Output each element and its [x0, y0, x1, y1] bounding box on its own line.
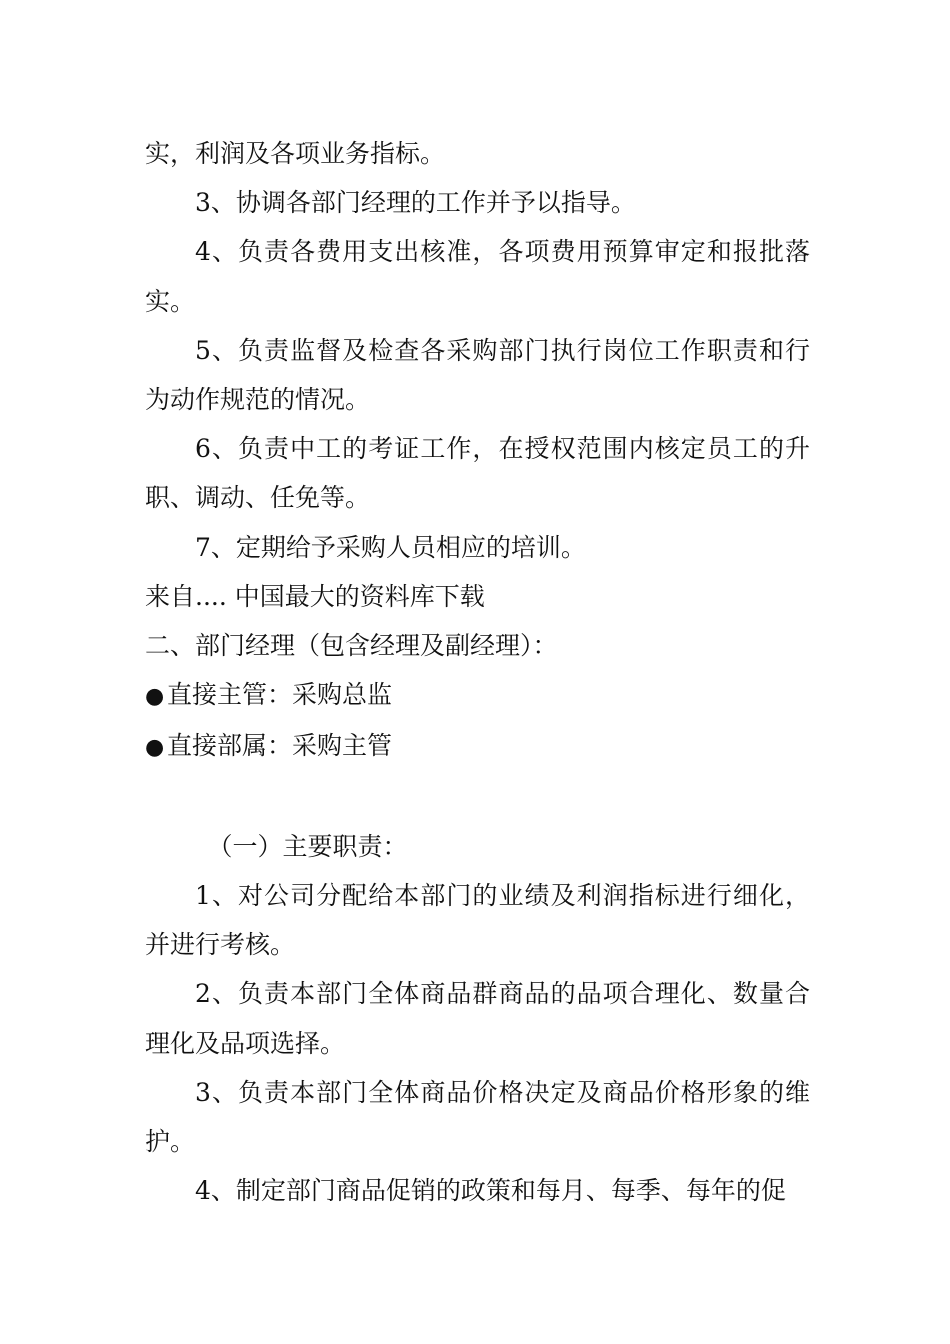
paragraph-item-5: 5、负责监督及检查各采购部门执行岗位工作职责和行为动作规范的情况。: [145, 335, 810, 415]
bullet-item-subordinate: [145, 721, 810, 772]
paragraph-duty-3: 3、负责本部门全体商品价格决定及商品价格形象的维护。: [145, 1077, 810, 1157]
paragraph-duty-4: 4、制定部门商品促销的政策和每月、每季、每年的促: [195, 1176, 786, 1206]
bullet-icon: ●: [145, 735, 165, 761]
paragraph-item-6: 6、负责中工的考证工作，在授权范围内核定员工的升职、调动、任免等。: [145, 434, 810, 513]
source-note: 来自.... 中国最大的资料库下载: [145, 581, 485, 611]
bullet-text: 直接部属：采购主管: [167, 731, 393, 761]
bullet-icon: ●: [145, 684, 165, 710]
paragraph-item-3: 3、协调各部门经理的工作并予以指导。: [195, 188, 636, 218]
subsection-heading: （一）主要职责：: [207, 831, 408, 861]
document-body: [145, 129, 810, 1215]
paragraph-duty-2: 2、负责本部门全体商品群商品的品项合理化、数量合理化及品项选择。: [145, 979, 810, 1058]
bullet-item-supervisor: [145, 670, 810, 721]
paragraph-continuation: 实，利润及各项业务指标。: [145, 139, 446, 168]
paragraph-item-4: 4、负责各费用支出核准，各项费用预算审定和报批落实。: [145, 237, 810, 316]
paragraph-duty-1: 1、对公司分配给本部门的业绩及利润指标进行细化，并进行考核。: [145, 881, 810, 960]
paragraph-item-7: 7、定期给予采购人员相应的培训。: [195, 532, 586, 562]
bullet-text: 直接主管：采购总监: [167, 680, 393, 710]
blank-line: [145, 773, 810, 822]
section-heading: 二、部门经理（包含经理及副经理）：: [145, 631, 558, 661]
